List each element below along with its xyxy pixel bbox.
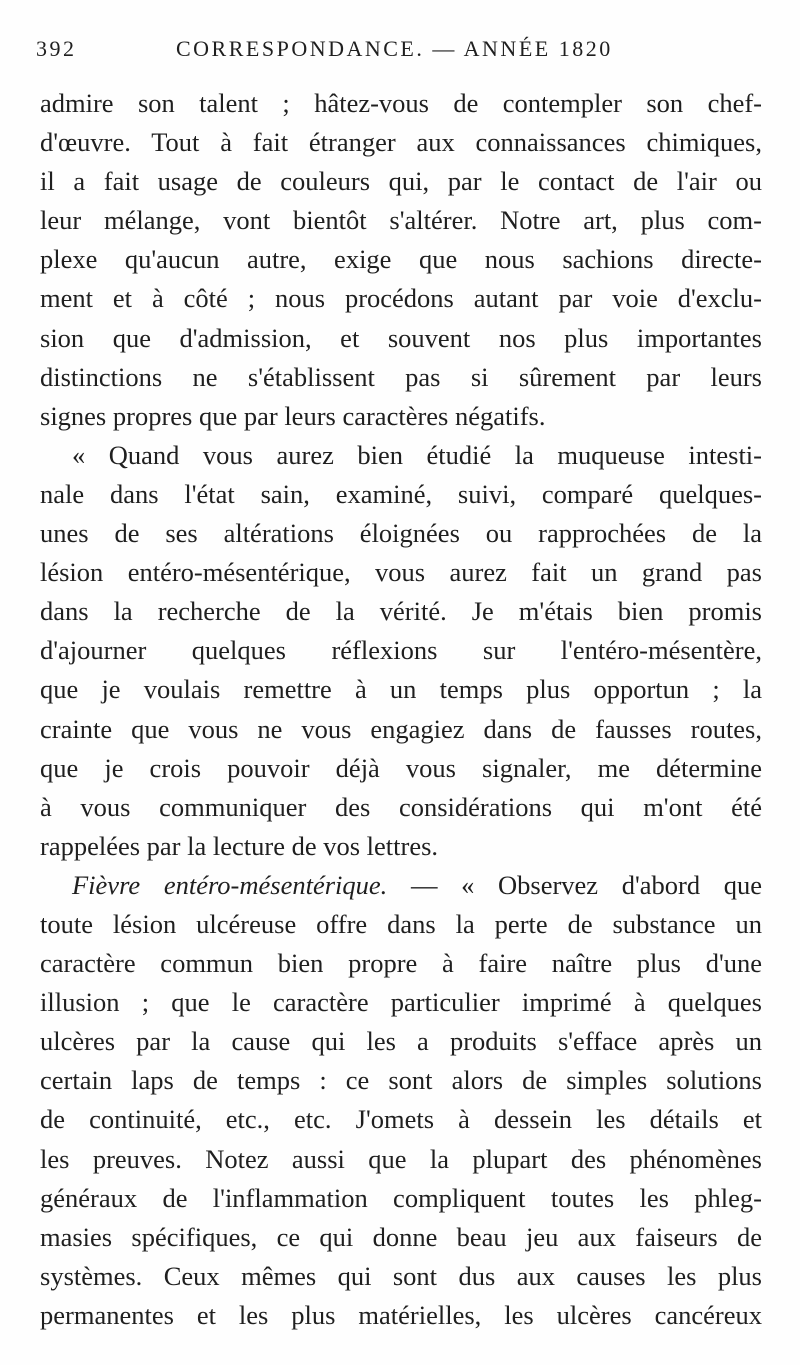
text-line: que je voulais remettre à un temps plus opportun ; la: [40, 674, 762, 705]
text-line: « Quand vous aurez bien étudié la muqueuse intesti-: [72, 439, 762, 470]
text-line: certain laps de temps : ce sont alors de simples solutions: [40, 1065, 762, 1096]
text-line: crainte que vous ne vous engagiez dans de fausses routes,: [40, 713, 762, 744]
section-opening-line: [40, 866, 762, 905]
text-line: ulcères par la cause qui les a produits s'efface après un: [40, 1026, 762, 1057]
body-text: [40, 84, 762, 1335]
section-opening-text: — « Observez d'abord que: [387, 869, 762, 900]
text-line: leur mélange, vont bientôt s'altérer. Notre art, plus com-: [40, 205, 762, 236]
text-line: systèmes. Ceux mêmes qui sont dus aux causes les plus: [40, 1260, 762, 1291]
text-line: que je crois pouvoir déjà vous signaler, me détermine: [40, 752, 762, 783]
text-line: masies spécifiques, ce qui donne beau jeu aux faiseurs de: [40, 1221, 762, 1252]
text-line: lésion entéro-mésentérique, vous aurez fait un grand pas: [40, 557, 762, 588]
text-line: toute lésion ulcéreuse offre dans la perte de substance un: [40, 908, 762, 939]
text-line: unes de ses altérations éloignées ou rapprochées de la: [40, 518, 762, 549]
text-line: rappelées par la lecture de vos lettres.: [40, 830, 439, 861]
text-line: de continuité, etc., etc. J'omets à dessein les détails et: [40, 1104, 762, 1135]
text-line: nale dans l'état sain, examiné, suivi, comparé quelques-: [40, 478, 762, 509]
running-title: CORRESPONDANCE. — ANNÉE 1820: [176, 36, 613, 61]
text-line: d'ajourner quelques réflexions sur l'entéro-mésentère,: [40, 635, 762, 666]
text-line: illusion ; que le caractère particulier imprimé à quelques: [40, 987, 762, 1018]
text-line: dans la recherche de la vérité. Je m'étais bien promis: [40, 596, 762, 627]
text-line: permanentes et les plus matérielles, les ulcères cancéreux: [40, 1299, 762, 1330]
text-line: admire son talent ; hâtez-vous de contempler son chef-: [40, 88, 762, 118]
text-line: sion que d'admission, et souvent nos plus importantes: [40, 322, 762, 353]
text-line: ment et à côté ; nous procédons autant par voie d'exclu-: [40, 283, 762, 314]
text-line: d'œuvre. Tout à fait étranger aux connaissances chimiques,: [40, 127, 762, 158]
running-header: [36, 36, 626, 72]
text-line: distinctions ne s'établissent pas si sûrement par leurs: [40, 361, 762, 392]
text-line: à vous communiquer des considérations qui m'ont été: [40, 791, 762, 822]
page-number: 392: [36, 36, 77, 61]
text-line: les preuves. Notez aussi que la plupart des phénomènes: [40, 1143, 762, 1174]
text-line: il a fait usage de couleurs qui, par le contact de l'air ou: [40, 166, 762, 197]
text-line: signes propres que par leurs caractères négatifs.: [40, 400, 546, 431]
text-line: plexe qu'aucun autre, exige que nous sachions directe-: [40, 244, 762, 275]
text-line: généraux de l'inflammation compliquent toutes les phleg-: [40, 1182, 762, 1213]
text-line: caractère commun bien propre à faire naître plus d'une: [40, 948, 762, 979]
section-heading: Fièvre entéro-mésentérique.: [72, 869, 388, 900]
